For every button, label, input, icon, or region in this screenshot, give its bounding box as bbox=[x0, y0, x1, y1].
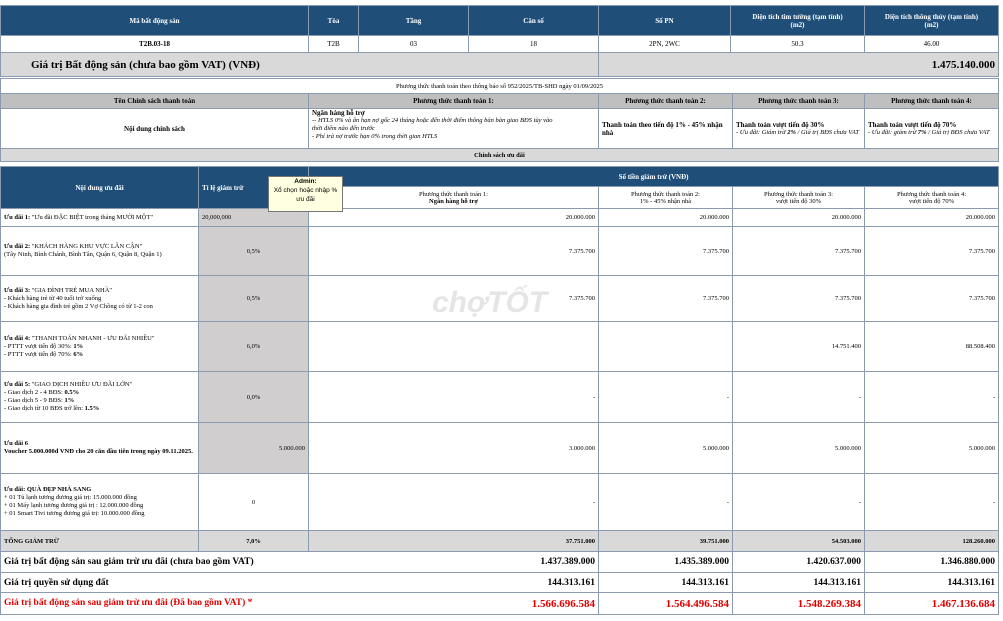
row1-v2: 20.000.000 bbox=[599, 209, 733, 227]
header-area-wall: Diện tích tim tường (tạm tính) (m2) bbox=[731, 6, 865, 36]
row7-title: Ưu đãi: bbox=[4, 486, 27, 493]
final-v3: 1.548.269.384 bbox=[733, 593, 865, 615]
property-value-label: Giá trị Bất động sản (chưa bao gồm VAT) (VNĐ) bbox=[1, 53, 599, 77]
policy-pt3-content[interactable] bbox=[733, 109, 865, 149]
row7-v3: - bbox=[733, 474, 865, 531]
row4-sub1: - PTTT vượt tiến độ 30%: bbox=[4, 342, 74, 350]
row3-v1: 7.375.700 bbox=[309, 276, 599, 322]
policy-name-header: Tên Chính sách thanh toán bbox=[1, 94, 309, 109]
land-value-row bbox=[1, 573, 999, 593]
unit-info-table bbox=[0, 5, 999, 77]
disc-pt2-header bbox=[599, 187, 733, 209]
table-row bbox=[1, 372, 999, 423]
row2-title: Ưu đãi 2: bbox=[4, 243, 32, 250]
header-unit: Căn số bbox=[469, 6, 599, 36]
row2-rate[interactable]: 0,5% bbox=[199, 227, 309, 276]
row3-v2: 7.375.700 bbox=[599, 276, 733, 322]
disc-pt4-title: Phương thức thanh toán 4: bbox=[897, 190, 967, 198]
land-text: Giá trị quyền sử dụng đất bbox=[4, 577, 109, 588]
total-v2: 39.751.000 bbox=[599, 531, 733, 552]
disc-pt2-title: Phương thức thanh toán 2: bbox=[631, 190, 700, 198]
row7-v1: - bbox=[309, 474, 599, 531]
land-v3: 144.313.161 bbox=[733, 573, 865, 593]
row3-sub2: - Khách hàng gia đình trẻ gồm 2 Vợ Chồng có từ 1-2 con bbox=[4, 302, 153, 310]
row4-v2 bbox=[599, 322, 733, 372]
disc-pt2-sub: 1% - 45% nhận nhà bbox=[639, 197, 692, 205]
pt3-title: Thanh toán vượt tiến độ 30% bbox=[736, 120, 825, 129]
row5-sub2: - Giao dịch 5 - 9 BĐS: bbox=[4, 397, 65, 404]
after-v1: 1.437.389.000 bbox=[540, 557, 595, 567]
total-v4: 128.260.000 bbox=[865, 531, 999, 552]
disc-pt3-sub: vượt tiến độ 30% bbox=[775, 197, 822, 205]
pt1-line-1: -- HTLS 0% và ân hạn nợ gốc 24 tháng hoặc đến thời điểm thông bàn bàn giao BĐS tùy vào bbox=[312, 117, 553, 124]
row5-v4: - bbox=[865, 372, 999, 423]
unit-tower[interactable]: T2B bbox=[309, 36, 359, 53]
land-v2: 144.313.161 bbox=[599, 573, 733, 593]
discount-policy-title: Chính sách ưu đãi bbox=[1, 149, 999, 162]
unit-number[interactable]: 18 bbox=[469, 36, 599, 53]
pt1-title: Ngân hàng hỗ trợ bbox=[312, 109, 365, 117]
discount-rate-header: Tỉ lệ giảm trừ bbox=[199, 167, 309, 209]
unit-area-net[interactable]: 46.00 bbox=[865, 36, 999, 53]
row5-sub3: - Giao dịch từ 10 BĐS trở lên: bbox=[4, 405, 85, 412]
policy-pt1-content[interactable] bbox=[309, 109, 599, 149]
row2-v4: 7.375.700 bbox=[865, 227, 999, 276]
row2-v3: 7.375.700 bbox=[733, 227, 865, 276]
row5-rate[interactable]: 0,0% bbox=[199, 372, 309, 423]
row4-v4: 88.508.400 bbox=[865, 322, 999, 372]
unit-header-row bbox=[1, 6, 999, 36]
after-v2: 1.435.389.000 bbox=[599, 552, 733, 573]
row7-text: QUÀ ĐẸP NHÀ SANG bbox=[26, 486, 92, 493]
total-v3: 54.503.000 bbox=[733, 531, 865, 552]
after-discount-text: Giá trị bất động sản sau giảm trừ ưu đãi (chưa bao gồm VAT) bbox=[4, 557, 254, 567]
row1-title: Ưu đãi 1: bbox=[4, 214, 32, 221]
policy-pt2-header: Phương thức thanh toán 2: bbox=[599, 94, 733, 109]
row3-title: Ưu đãi 3: bbox=[4, 286, 32, 294]
row6-content bbox=[1, 423, 199, 474]
row3-text: "GIA ĐÌNH TRẺ MUA NHÀ" bbox=[31, 286, 113, 294]
land-v1: 144.313.161 bbox=[547, 577, 595, 588]
row3-v4: 7.375.700 bbox=[865, 276, 999, 322]
row4-v1 bbox=[309, 322, 599, 372]
unit-rooms[interactable]: 2PN, 2WC bbox=[599, 36, 731, 53]
unit-code[interactable]: T2B.03-18 bbox=[1, 36, 309, 53]
header-code: Mã bất động sản bbox=[1, 6, 309, 36]
final-v1: 1.566.696.584 bbox=[531, 597, 595, 610]
comment-author: Admin: bbox=[294, 178, 317, 185]
pt1-line-2: thời điểm nào đến trước bbox=[312, 125, 375, 132]
policy-pt4-content[interactable] bbox=[865, 109, 999, 149]
watermark-logo: chợTỐT bbox=[432, 286, 548, 319]
header-floor: Tầng bbox=[359, 6, 469, 36]
row5-v1: - bbox=[309, 372, 599, 423]
row2-content bbox=[1, 227, 199, 276]
total-v1: 37.751.000 bbox=[309, 531, 599, 552]
disc-pt1-title: Phương thức thanh toán 1: bbox=[419, 190, 488, 198]
policy-content-row bbox=[1, 109, 999, 149]
payment-policy-table bbox=[0, 78, 999, 162]
unit-values-row bbox=[1, 36, 999, 53]
row3-rate[interactable]: 0,5% bbox=[199, 276, 309, 322]
header-tower: Tòa bbox=[309, 6, 359, 36]
row1-v4: 20.000.000 bbox=[865, 209, 999, 227]
after-discount-label bbox=[1, 552, 599, 573]
payment-notice-row bbox=[1, 79, 999, 94]
final-value-row bbox=[1, 593, 999, 615]
row6-v3: 5.000.000 bbox=[733, 423, 865, 474]
discount-table bbox=[0, 166, 999, 615]
land-v4: 144.313.161 bbox=[865, 573, 999, 593]
row4-sub1-val: 1% bbox=[73, 342, 84, 350]
row1-v1: 20.000.000 bbox=[309, 209, 599, 227]
row5-content bbox=[1, 372, 199, 423]
row6-text: Voucher 5.000.000đ VNĐ cho 20 căn đầu tiên trong ngày 09.11.2025. bbox=[4, 448, 193, 455]
row7-v4: - bbox=[865, 474, 999, 531]
row7-sub2: + 01 Máy lạnh tương đương giá trị : 12.000.000 đồng bbox=[4, 502, 144, 509]
pt1-line-3: - Phí trả nợ trước hạn 0% trong thời gian HTLS bbox=[312, 133, 438, 140]
policy-pt1-header: Phương thức thanh toán 1: bbox=[309, 94, 599, 109]
row5-title: Ưu đãi 5: bbox=[4, 381, 32, 388]
row6-title: Ưu đãi 6 bbox=[4, 440, 28, 447]
pt3-line-a: - Ưu đãi: Giảm trừ bbox=[736, 128, 788, 136]
land-label bbox=[1, 573, 599, 593]
payment-notice: Phương thức thanh toán theo thông báo số 952/2025/TB-SHD ngày 01/09/2025 bbox=[1, 79, 999, 94]
policy-header-row bbox=[1, 94, 999, 109]
row2-v1: 7.375.700 bbox=[309, 227, 599, 276]
table-row bbox=[1, 227, 999, 276]
discount-content-header: Nội dung ưu đãi bbox=[1, 167, 199, 209]
total-rate: 7,0% bbox=[199, 531, 309, 552]
after-discount-row bbox=[1, 552, 999, 573]
property-value[interactable]: 1.475.140.000 bbox=[599, 53, 999, 77]
row6-rate[interactable]: 5.000.000 bbox=[199, 423, 309, 474]
header-area-net: Diện tích thông thủy (tạm tính) (m2) bbox=[865, 6, 999, 36]
row5-sub2-val: 1% bbox=[64, 397, 75, 404]
total-row bbox=[1, 531, 999, 552]
final-label bbox=[1, 593, 599, 615]
unit-floor[interactable]: 03 bbox=[359, 36, 469, 53]
row4-sub2-val: 6% bbox=[73, 350, 84, 358]
final-text: Giá trị bất động sản sau giảm trừ ưu đãi (Đã bao gồm VAT) * bbox=[4, 597, 253, 608]
discount-amount-header: Số tiền giảm trừ (VNĐ) bbox=[309, 167, 999, 187]
policy-pt4-header: Phương thức thanh toán 4: bbox=[865, 94, 999, 109]
row5-sub3-val: 1.5% bbox=[84, 405, 100, 412]
row7-sub3: + 01 Smart Tivi tương đương giá trị: 10.000.000 đồng bbox=[4, 510, 145, 517]
row7-v2: - bbox=[599, 474, 733, 531]
disc-pt3-title: Phương thức thanh toán 3: bbox=[764, 190, 833, 198]
total-label: TỔNG GIẢM TRỪ bbox=[1, 531, 199, 552]
row5-v2: - bbox=[599, 372, 733, 423]
disc-pt4-sub: vượt tiến độ 70% bbox=[908, 197, 955, 205]
row4-sub2: - PTTT vượt tiến độ 70%: bbox=[4, 350, 74, 358]
row4-title: Ưu đãi 4: bbox=[4, 334, 32, 342]
table-row bbox=[1, 209, 999, 227]
discount-header-row-1 bbox=[1, 167, 999, 187]
row1-v3: 20.000.000 bbox=[733, 209, 865, 227]
row4-content bbox=[1, 322, 199, 372]
table-row bbox=[1, 322, 999, 372]
policy-pt2-content[interactable]: Thanh toán theo tiến độ 1% - 45% nhận nhà bbox=[599, 109, 733, 149]
after-v3: 1.420.637.000 bbox=[733, 552, 865, 573]
policy-pt3-header: Phương thức thanh toán 3: bbox=[733, 94, 865, 109]
row7-sub1: + 01 Tủ lạnh tương đương giá trị: 15.000.000 đồng bbox=[4, 494, 137, 501]
row3-v3: 7.375.700 bbox=[733, 276, 865, 322]
disc-pt1-sub: Ngân hàng hỗ trợ bbox=[429, 197, 478, 205]
row5-sub1: - Giao dịch 2 - 4 BĐS: bbox=[4, 389, 65, 396]
row5-v3: - bbox=[733, 372, 865, 423]
cell-comment-popup[interactable] bbox=[268, 176, 343, 212]
header-rooms: Số PN bbox=[599, 6, 731, 36]
unit-area-wall[interactable]: 50.3 bbox=[731, 36, 865, 53]
row7-content bbox=[1, 474, 199, 531]
pt4-line-c: / Giá trị BĐS chưa VAT bbox=[926, 128, 990, 136]
row2-v2: 7.375.700 bbox=[599, 227, 733, 276]
row1-content bbox=[1, 209, 199, 227]
pt3-line-c: / Giá trị BĐS chưa VAT bbox=[795, 128, 860, 136]
row7-rate[interactable]: 0 bbox=[199, 474, 309, 531]
row3-sub1: - Khách hàng trẻ từ 40 tuổi trở xuống bbox=[4, 294, 102, 302]
row2-sub: (Tây Ninh, Bình Chánh, Bình Tân, Quận 6, Quận 8, Quận 1) bbox=[4, 251, 162, 258]
table-row bbox=[1, 423, 999, 474]
pt4-line-a: - Ưu đãi: giảm trừ bbox=[868, 128, 918, 136]
after-v4: 1.346.880.000 bbox=[865, 552, 999, 573]
row3-content bbox=[1, 276, 199, 322]
comment-text: Xổ chọn hoặc nhập % ưu đãi bbox=[273, 187, 338, 203]
final-v4: 1.467.136.684 bbox=[865, 593, 999, 615]
row4-text: "THANH TOÁN NHANH - ƯU ĐÃI NHIỀU" bbox=[31, 334, 155, 342]
row5-text: "GIAO DỊCH NHIỀU ƯU ĐÃI LỚN" bbox=[31, 381, 133, 388]
final-v2: 1.564.496.584 bbox=[599, 593, 733, 615]
row1-rate[interactable]: 20,000,000 bbox=[199, 209, 309, 227]
disc-pt1-header bbox=[309, 187, 599, 209]
row6-v4: 5.000.000 bbox=[865, 423, 999, 474]
row2-text: "KHÁCH HÀNG KHU VỰC LÂN CẬN" bbox=[31, 243, 143, 250]
disc-pt4-header bbox=[865, 187, 999, 209]
discount-policy-title-row bbox=[1, 149, 999, 162]
row5-sub1-val: 0.5% bbox=[64, 389, 80, 396]
row4-rate[interactable]: 6,0% bbox=[199, 322, 309, 372]
row6-v2: 5.000.000 bbox=[599, 423, 733, 474]
row1-text: "Ưu đãi ĐẶC BIỆT trong tháng MƯỜI MỘT" bbox=[31, 214, 153, 221]
table-row bbox=[1, 474, 999, 531]
pt3-line-b: 2% bbox=[787, 128, 796, 136]
row6-v1: 3.000.000 bbox=[309, 423, 599, 474]
row4-v3: 14.751.400 bbox=[733, 322, 865, 372]
pt4-title: Thanh toán vượt tiến độ 70% bbox=[868, 120, 957, 129]
policy-content-label: Nội dung chính sách bbox=[1, 109, 309, 149]
disc-pt3-header bbox=[733, 187, 865, 209]
property-value-row bbox=[1, 53, 999, 77]
pt4-line-b: 7% bbox=[917, 128, 927, 136]
